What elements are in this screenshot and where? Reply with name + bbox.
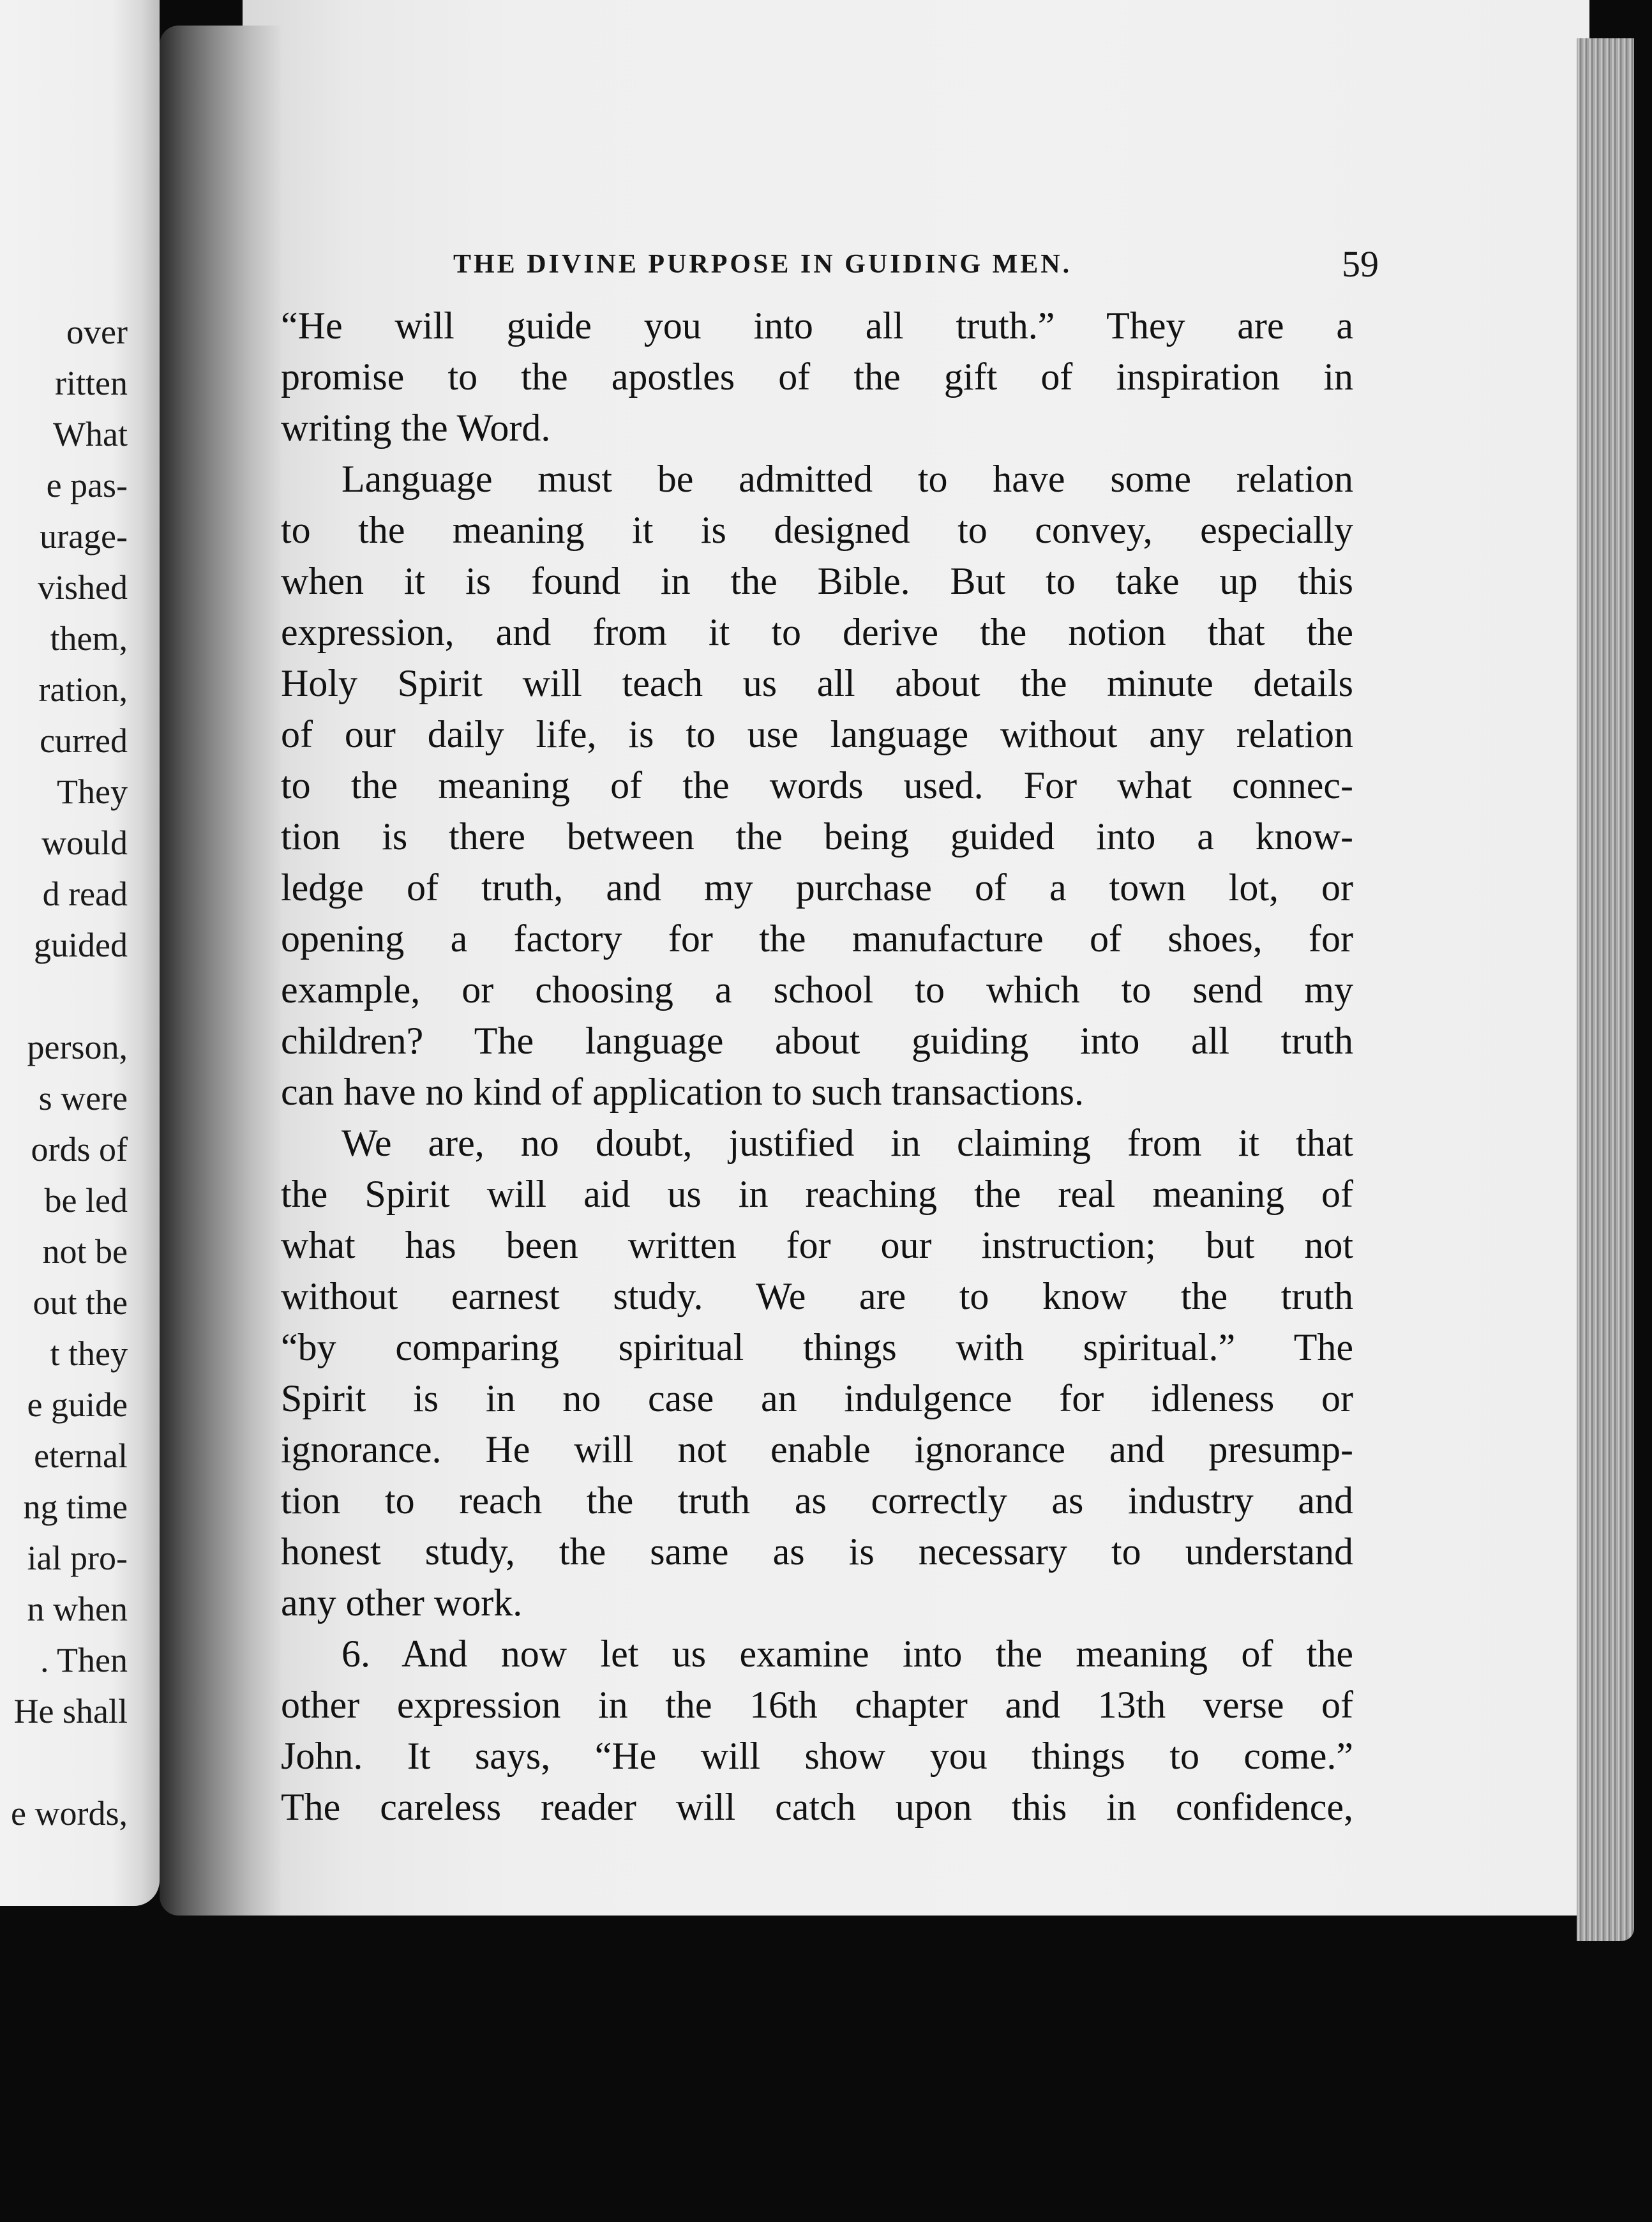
facing-line: n when: [27, 1590, 128, 1628]
facing-line: eternal: [34, 1437, 128, 1475]
facing-line: curred: [40, 722, 128, 760]
facing-line: them,: [50, 619, 128, 658]
facing-line: s were: [38, 1079, 128, 1117]
facing-line: [0, 971, 128, 1022]
text-line: without earnest study. We are to know the truth: [281, 1275, 1353, 1317]
text-line: We are, no doubt, justified in claiming from it that: [342, 1122, 1353, 1164]
text-line: ignorance. He will not enable ignorance and presump-: [281, 1428, 1353, 1470]
paragraph: [281, 1628, 1353, 1833]
paragraph: [281, 300, 1353, 453]
text-line: can have no kind of application to such transactions.: [281, 1071, 1084, 1113]
text-line: opening a factory for the manufacture of shoes, for: [281, 918, 1353, 960]
text-line: to the meaning of the words used. For what connec-: [281, 764, 1353, 806]
facing-line: not be: [42, 1232, 128, 1271]
facing-line: urage-: [40, 517, 128, 556]
page-content: [281, 230, 1379, 1833]
text-line: example, or choosing a school to which to send my: [281, 969, 1353, 1011]
text-line: children? The language about guiding into all truth: [281, 1020, 1353, 1062]
text-line: “by comparing spiritual things with spiritual.” The: [281, 1326, 1353, 1368]
facing-line: He shall: [13, 1692, 128, 1730]
facing-line: ial pro-: [27, 1539, 128, 1577]
facing-line: ritten: [55, 364, 128, 402]
facing-line: guided: [34, 926, 128, 964]
facing-line: [0, 1737, 128, 1788]
facing-line: They: [57, 773, 128, 811]
text-line: honest study, the same as is necessary to understand: [281, 1530, 1353, 1573]
text-line: John. It says, “He will show you things to come.”: [281, 1735, 1353, 1777]
text-line: “He will guide you into all truth.” They are a: [281, 305, 1353, 347]
facing-line: e pas-: [46, 466, 128, 504]
facing-line: person,: [27, 1028, 128, 1066]
paragraph: [281, 453, 1353, 1117]
text-line: the Spirit will aid us in reaching the real meaning of: [281, 1173, 1353, 1215]
facing-line: d read: [42, 875, 128, 913]
facing-line: ng time: [23, 1488, 128, 1526]
facing-page-text: [0, 306, 128, 1839]
text-line: of our daily life, is to use language without any relation: [281, 713, 1353, 755]
running-head: [281, 230, 1379, 300]
facing-line: would: [41, 824, 128, 862]
book-gutter-shadow: [160, 26, 281, 1916]
page-number: 59: [1342, 243, 1379, 285]
facing-line: . Then: [40, 1641, 128, 1679]
text-line: tion is there between the being guided into a know-: [281, 815, 1353, 858]
paragraph: [281, 1117, 1353, 1628]
text-line: promise to the apostles of the gift of inspiration in: [281, 356, 1353, 398]
facing-line: e guide: [27, 1386, 128, 1424]
facing-line: ration,: [38, 670, 128, 709]
text-line: Language must be admitted to have some relation: [342, 458, 1353, 500]
text-line: to the meaning it is designed to convey, especially: [281, 509, 1353, 551]
text-line: any other work.: [281, 1582, 523, 1624]
text-line: what has been written for our instruction; but not: [281, 1224, 1353, 1266]
text-line: 6. And now let us examine into the meaning of the: [342, 1633, 1353, 1675]
facing-line: What: [53, 415, 128, 453]
facing-line: be led: [44, 1181, 128, 1220]
text-line: writing the Word.: [281, 407, 551, 449]
text-line: expression, and from it to derive the notion that the: [281, 611, 1353, 653]
facing-line: ords of: [31, 1130, 128, 1168]
facing-line: out the: [33, 1283, 128, 1322]
running-title: THE DIVINE PURPOSE IN GUIDING MEN.: [453, 250, 1072, 279]
facing-line: e words,: [11, 1794, 128, 1833]
text-line: ledge of truth, and my purchase of a town lot, or: [281, 866, 1353, 909]
text-line: other expression in the 16th chapter and 13th verse of: [281, 1684, 1353, 1726]
facing-line: over: [66, 313, 128, 351]
text-line: tion to reach the truth as correctly as industry and: [281, 1479, 1353, 1522]
text-line: Holy Spirit will teach us all about the minute details: [281, 662, 1353, 704]
text-line: when it is found in the Bible. But to take up this: [281, 560, 1353, 602]
text-line: The careless reader will catch upon this in confidence,: [281, 1786, 1353, 1828]
facing-line: vished: [38, 568, 128, 607]
facing-page-left: [0, 0, 160, 1906]
book-page-edges: [1577, 38, 1634, 1941]
facing-line: t they: [50, 1334, 128, 1373]
text-line: Spirit is in no case an indulgence for idleness or: [281, 1377, 1353, 1419]
